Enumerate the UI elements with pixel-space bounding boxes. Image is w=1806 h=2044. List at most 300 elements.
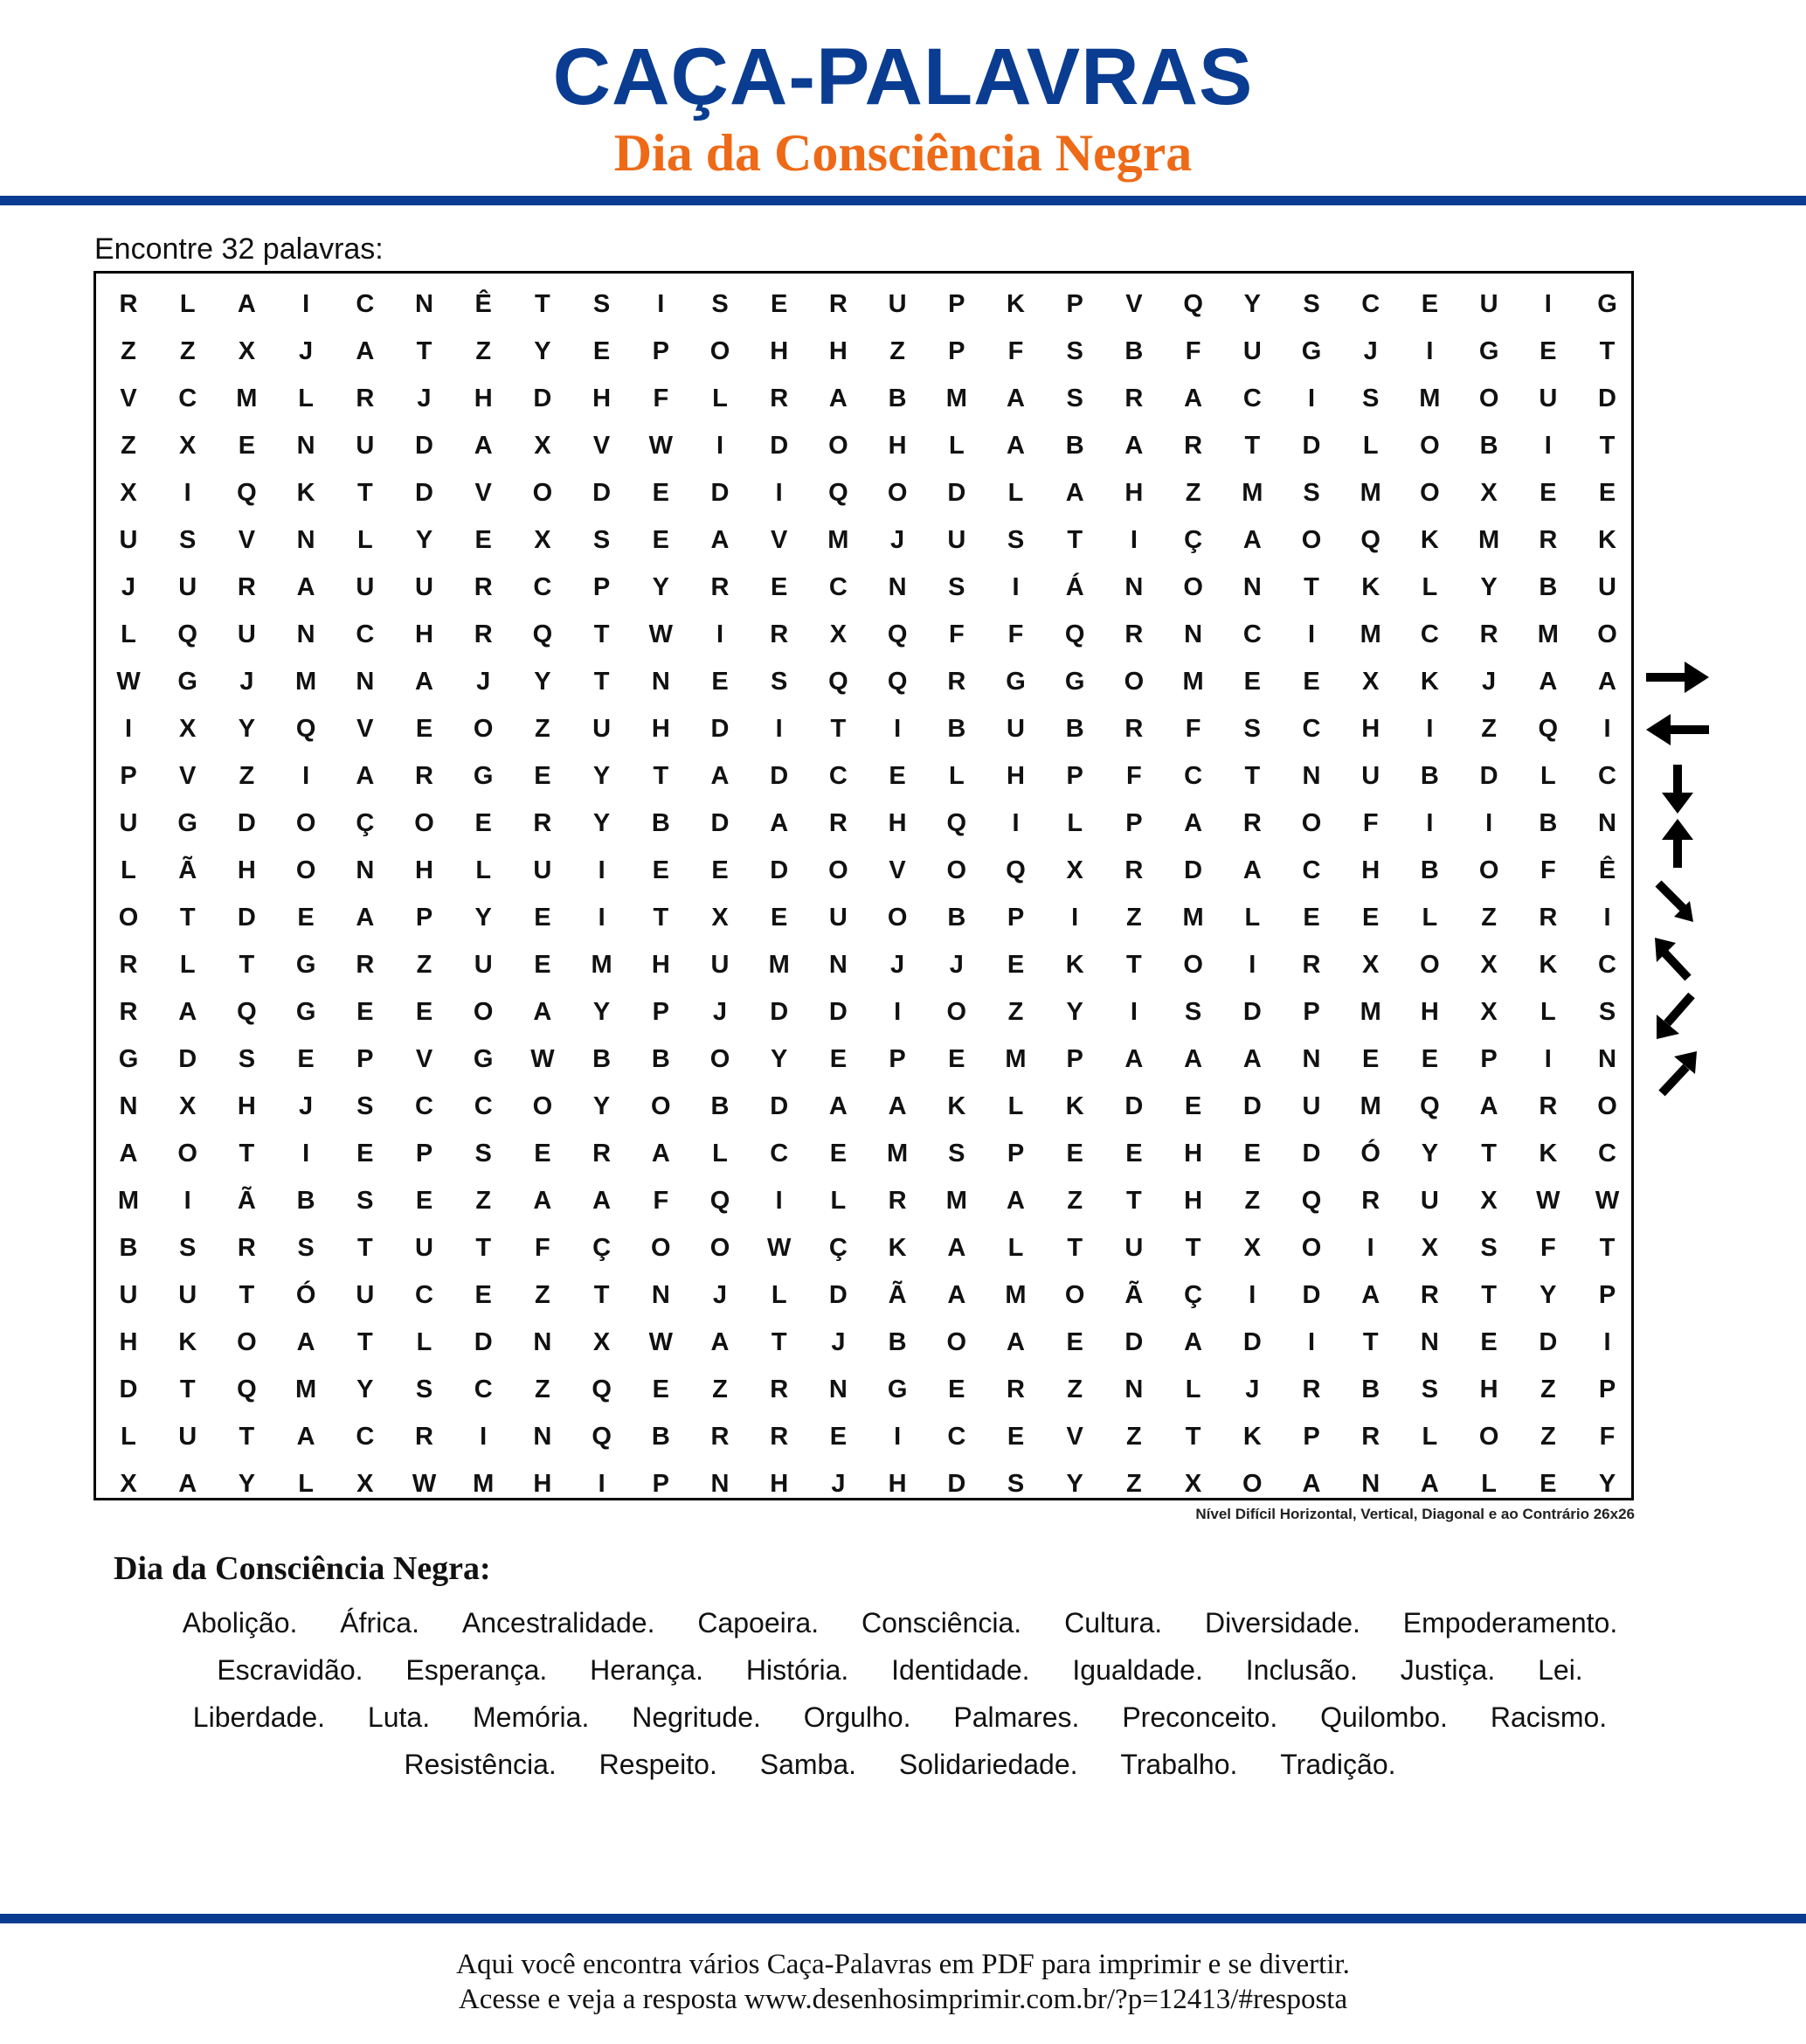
grid-letter: R — [356, 385, 375, 412]
grid-letter: S — [1007, 1470, 1025, 1498]
grid-letter: Y — [1243, 290, 1261, 318]
grid-letter: G — [473, 762, 494, 790]
word-list-item: Identidade. — [891, 1654, 1030, 1686]
grid-letter: T — [239, 1281, 255, 1309]
grid-letter: T — [1481, 1281, 1497, 1309]
word-list-item: Cultura. — [1064, 1607, 1163, 1639]
grid-letter: B — [1420, 856, 1439, 884]
grid-letter: D — [770, 432, 789, 460]
grid-letter: U — [356, 573, 375, 601]
grid-letter: F — [948, 620, 965, 648]
grid-letter: E — [652, 526, 669, 554]
grid-letter: F — [653, 385, 669, 412]
grid-letter: X — [829, 620, 848, 648]
grid-letter: P — [948, 337, 965, 365]
grid-letter: A — [710, 526, 730, 554]
grid-letter: L — [1362, 432, 1379, 460]
grid-letter: R — [119, 998, 138, 1026]
grid-letter: Ê — [1598, 856, 1616, 884]
grid-row — [96, 516, 1631, 564]
grid-letter: A — [237, 290, 256, 318]
grid-letter: D — [237, 809, 256, 837]
grid-letter: I — [124, 715, 133, 743]
grid-letter: E — [356, 1140, 374, 1168]
grid-letter: I — [894, 715, 902, 743]
word-list-item: História. — [745, 1654, 849, 1686]
grid-letter: E — [592, 337, 611, 365]
grid-letter: L — [948, 762, 965, 790]
grid-letter: A — [1539, 668, 1558, 696]
grid-letter: R — [1124, 385, 1144, 412]
grid-letter: O — [1597, 1092, 1617, 1120]
grid-row — [96, 1319, 1631, 1366]
grid-letter: L — [121, 620, 136, 648]
grid-letter: X — [120, 479, 137, 507]
grid-letter: D — [1539, 1328, 1558, 1356]
grid-letter: E — [829, 1140, 848, 1168]
grid-row — [96, 1224, 1631, 1271]
grid-letter: E — [1066, 1328, 1083, 1356]
grid-letter: D — [1124, 1092, 1144, 1120]
grid-letter: R — [888, 1187, 907, 1215]
grid-letter: O — [532, 1092, 553, 1120]
grid-letter: D — [710, 715, 730, 743]
grid-letter: U — [415, 1234, 433, 1262]
grid-letter: P — [652, 998, 669, 1026]
grid-letter: G — [295, 998, 316, 1026]
grid-letter: Q — [1006, 856, 1026, 884]
grid-letter: R — [1361, 1187, 1380, 1215]
grid-letter: I — [302, 762, 310, 790]
grid-letter: M — [1360, 479, 1381, 507]
grid-letter: L — [1067, 809, 1083, 837]
grid-letter: U — [178, 1423, 197, 1451]
grid-letter: A — [1124, 1045, 1144, 1073]
grid-letter: T — [830, 715, 847, 743]
grid-letter: J — [1363, 337, 1378, 365]
grid-letter: P — [1007, 1140, 1025, 1168]
grid-letter: P — [652, 1470, 669, 1498]
grid-letter: C — [1302, 715, 1321, 743]
grid-letter: O — [414, 809, 434, 837]
bottom-divider — [0, 1914, 1806, 1923]
grid-letter: A — [828, 385, 848, 412]
grid-letter: R — [1539, 1092, 1558, 1120]
grid-letter: G — [1301, 337, 1322, 365]
grid-letter: B — [1124, 337, 1144, 365]
grid-letter: M — [945, 1187, 967, 1215]
word-list-item: Esperança. — [405, 1654, 548, 1686]
grid-letter: T — [239, 951, 255, 979]
grid-letter: S — [1066, 337, 1083, 365]
grid-letter: T — [475, 1234, 492, 1262]
grid-letter: Ã — [178, 856, 197, 884]
grid-letter: I — [1130, 526, 1138, 554]
grid-letter: D — [828, 1281, 848, 1309]
grid-letter: I — [775, 1187, 783, 1215]
grid-letter: N — [1124, 573, 1144, 601]
grid-letter: J — [121, 573, 136, 601]
grid-letter: B — [1065, 715, 1084, 743]
arrow-up-icon — [1643, 817, 1713, 870]
grid-letter: D — [1302, 432, 1321, 460]
grid-letter: E — [889, 762, 906, 790]
grid-row — [96, 705, 1631, 752]
grid-row — [96, 988, 1631, 1036]
grid-letter: Q — [177, 620, 197, 648]
grid-letter: V — [415, 1045, 433, 1073]
grid-letter: Z — [1540, 1375, 1556, 1403]
word-list-item: Abolição. — [182, 1607, 298, 1639]
grid-letter: Z — [1185, 479, 1201, 507]
grid-letter: A — [296, 1328, 315, 1356]
grid-letter: S — [1243, 715, 1261, 743]
grid-letter: R — [947, 668, 966, 696]
word-search-grid — [93, 271, 1634, 1500]
grid-letter: T — [1599, 337, 1616, 365]
grid-letter: E — [829, 1423, 848, 1451]
grid-letter: X — [534, 432, 551, 460]
grid-letter: O — [473, 998, 494, 1026]
grid-letter: M — [1005, 1281, 1027, 1309]
grid-letter: Y — [356, 1375, 374, 1403]
grid-letter: V — [356, 715, 374, 743]
grid-letter: T — [1599, 1234, 1616, 1262]
grid-letter: I — [657, 290, 665, 318]
grid-letter: Q — [1360, 526, 1380, 554]
grid-letter: I — [1367, 1234, 1374, 1262]
grid-letter: T — [593, 1281, 610, 1309]
grid-letter: U — [1598, 573, 1616, 601]
grid-letter: X — [534, 526, 551, 554]
grid-letter: V — [238, 526, 256, 554]
grid-letter: C — [415, 1092, 433, 1120]
grid-letter: O — [1183, 573, 1203, 601]
grid-letter: I — [480, 1423, 488, 1451]
grid-letter: I — [1130, 998, 1138, 1026]
grid-letter: Q — [1301, 1187, 1322, 1215]
top-divider — [0, 196, 1806, 205]
grid-letter: H — [1184, 1140, 1203, 1168]
grid-letter: T — [771, 1328, 787, 1356]
grid-letter: D — [770, 762, 789, 790]
grid-letter: L — [1481, 1470, 1497, 1498]
grid-letter: N — [1598, 1045, 1616, 1073]
grid-letter: H — [592, 385, 612, 412]
grid-letter: L — [179, 951, 196, 979]
grid-letter: X — [179, 1092, 197, 1120]
grid-letter: N — [296, 526, 315, 554]
grid-letter: A — [533, 1187, 552, 1215]
grid-letter: U — [1242, 337, 1262, 365]
grid-letter: E — [1007, 1423, 1025, 1451]
grid-letter: H — [474, 385, 493, 412]
grid-letter: E — [534, 951, 551, 979]
grid-letter: O — [887, 479, 908, 507]
grid-letter: Z — [889, 337, 905, 365]
grid-letter: H — [770, 337, 789, 365]
grid-letter: U — [1007, 715, 1025, 743]
word-list-item: Igualdade. — [1072, 1654, 1203, 1686]
grid-letter: U — [947, 526, 966, 554]
grid-letter: Z — [1067, 1187, 1083, 1215]
grid-letter: Ç — [356, 809, 375, 837]
grid-letter: R — [1539, 904, 1558, 932]
grid-letter: A — [178, 1470, 197, 1498]
grid-letter: R — [1420, 1281, 1439, 1309]
grid-letter: C — [356, 290, 375, 318]
grid-letter: U — [1302, 1092, 1321, 1120]
grid-letter: T — [535, 290, 550, 318]
grid-letter: T — [1067, 1234, 1083, 1262]
footer-line-1: Aqui você encontra vários Caça-Palavras em PDF para imprimir e se divertir. — [456, 1949, 1350, 1980]
grid-letter: H — [1479, 1375, 1498, 1403]
grid-letter: D — [1302, 1140, 1321, 1168]
grid-letter: L — [298, 385, 314, 412]
grid-letter: O — [1242, 1470, 1263, 1498]
grid-letter: P — [415, 904, 433, 932]
grid-letter: S — [1066, 385, 1083, 412]
grid-letter: I — [716, 620, 724, 648]
grid-letter: L — [948, 432, 965, 460]
grid-letter: N — [888, 573, 907, 601]
grid-letter: Y — [1066, 998, 1083, 1026]
grid-letter: R — [828, 290, 848, 318]
grid-letter: P — [1125, 809, 1143, 837]
grid-letter: S — [297, 1234, 315, 1262]
grid-letter: R — [1479, 620, 1498, 648]
grid-letter: D — [533, 385, 552, 412]
word-list — [131, 1599, 1669, 1788]
grid-row — [96, 658, 1631, 705]
grid-letter: D — [415, 479, 433, 507]
grid-letter: B — [651, 1045, 670, 1073]
grid-letter: Y — [1066, 1470, 1083, 1498]
grid-letter: C — [1598, 1140, 1616, 1168]
grid-letter: M — [1005, 1045, 1027, 1073]
grid-letter: U — [1420, 1187, 1439, 1215]
grid-letter: C — [415, 1281, 433, 1309]
grid-letter: Y — [1598, 1470, 1616, 1498]
grid-letter: I — [1485, 809, 1493, 837]
grid-letter: Z — [1007, 998, 1024, 1026]
grid-letter: L — [475, 856, 492, 884]
grid-letter: K — [1420, 668, 1439, 696]
grid-letter: M — [887, 1140, 909, 1168]
grid-letter: H — [828, 337, 848, 365]
grid-letter: R — [770, 1423, 789, 1451]
grid-letter: M — [117, 1187, 140, 1215]
grid-letter: Y — [1421, 1140, 1439, 1168]
grid-letter: L — [712, 1140, 728, 1168]
grid-letter: S — [1303, 290, 1320, 318]
grid-letter: G — [118, 1045, 139, 1073]
grid-letter: L — [1422, 1423, 1438, 1451]
grid-letter: E — [1421, 1045, 1439, 1073]
grid-letter: T — [1599, 432, 1616, 460]
grid-letter: Z — [712, 1375, 728, 1403]
grid-letter: C — [356, 1423, 375, 1451]
grid-letter: V — [474, 479, 492, 507]
grid-letter: R — [828, 809, 848, 837]
grid-letter: O — [946, 998, 967, 1026]
grid-letter: S — [356, 1187, 374, 1215]
grid-letter: U — [828, 904, 848, 932]
grid-letter: A — [474, 432, 493, 460]
grid-letter: F — [1007, 620, 1024, 648]
word-list-item: Solidariedade. — [898, 1749, 1078, 1780]
grid-letter: K — [1007, 290, 1025, 318]
grid-letter: U — [1479, 290, 1498, 318]
grid-letter: Ã — [237, 1187, 256, 1215]
grid-letter: K — [1539, 1140, 1558, 1168]
grid-letter: E — [711, 856, 729, 884]
grid-letter: O — [1420, 479, 1440, 507]
grid-letter: U — [592, 715, 612, 743]
word-list-item: Lei. — [1538, 1654, 1583, 1686]
grid-letter: A — [1007, 1328, 1025, 1356]
grid-letter: O — [1301, 526, 1322, 554]
grid-letter: O — [1301, 809, 1322, 837]
grid-letter: A — [1124, 432, 1144, 460]
grid-row — [96, 1177, 1631, 1224]
grid-row — [96, 469, 1631, 516]
grid-letter: I — [1012, 809, 1020, 837]
direction-arrows — [1643, 651, 1713, 1114]
footer-line-2: Acesse e veja a resposta www.desenhosimprimir.com.br/?p=12413/#resposta — [458, 1984, 1348, 2015]
grid-letter: O — [828, 432, 848, 460]
grid-letter: Ç — [1184, 526, 1203, 554]
word-list-item: Herança. — [590, 1654, 703, 1686]
arrow-down-left-icon — [1643, 990, 1713, 1043]
grid-letter: O — [1597, 620, 1617, 648]
grid-letter: A — [1242, 1045, 1262, 1073]
grid-letter: V — [592, 432, 611, 460]
grid-letter: E — [1243, 668, 1261, 696]
grid-letter: A — [356, 337, 375, 365]
grid-letter: Z — [179, 337, 196, 365]
grid-letter: I — [1544, 290, 1552, 318]
grid-letter: A — [415, 668, 433, 696]
grid-letter: B — [888, 385, 907, 412]
grid-letter: P — [1303, 998, 1320, 1026]
grid-letter: D — [770, 856, 789, 884]
grid-letter: B — [1420, 762, 1439, 790]
word-list-item: Consciência. — [861, 1607, 1022, 1639]
grid-letter: K — [1361, 573, 1380, 601]
grid-letter: X — [1184, 1470, 1202, 1498]
grid-letter: A — [1007, 1187, 1025, 1215]
grid-letter: X — [1362, 951, 1380, 979]
grid-letter: L — [179, 290, 196, 318]
grid-letter: O — [651, 1234, 671, 1262]
grid-letter: P — [1303, 1423, 1320, 1451]
grid-letter: E — [771, 290, 788, 318]
grid-letter: R — [356, 951, 375, 979]
arrow-down-icon — [1643, 763, 1713, 815]
grid-letter: B — [947, 715, 966, 743]
grid-letter: I — [1249, 1281, 1256, 1309]
grid-letter: Z — [1067, 1375, 1083, 1403]
grid-letter: N — [828, 951, 848, 979]
grid-letter: W — [648, 1328, 673, 1356]
grid-letter: L — [1007, 1234, 1024, 1262]
grid-letter: Y — [592, 998, 611, 1026]
grid-letter: U — [356, 1281, 375, 1309]
grid-letter: N — [356, 668, 375, 696]
grid-letter: I — [183, 1187, 191, 1215]
word-list-item: Diversidade. — [1205, 1607, 1360, 1639]
grid-letter: R — [1007, 1375, 1025, 1403]
grid-letter: F — [535, 1234, 550, 1262]
grid-letter: X — [711, 904, 729, 932]
grid-letter: N — [828, 1375, 848, 1403]
grid-letter: I — [1307, 385, 1316, 412]
grid-letter: G — [295, 951, 316, 979]
grid-letter: M — [1182, 904, 1204, 932]
grid-letter: F — [1007, 337, 1024, 365]
grid-letter: T — [239, 1423, 255, 1451]
grid-letter: G — [1597, 290, 1617, 318]
grid-letter: G — [177, 668, 197, 696]
grid-letter: S — [356, 1092, 374, 1120]
grid-letter: L — [1540, 762, 1556, 790]
grid-letter: M — [1537, 620, 1559, 648]
grid-letter: B — [592, 1045, 612, 1073]
grid-row — [96, 611, 1631, 658]
grid-row — [96, 564, 1631, 611]
grid-letter: O — [709, 1045, 730, 1073]
grid-letter: V — [771, 526, 788, 554]
grid-letter: R — [1124, 620, 1144, 648]
grid-letter: B — [1539, 809, 1558, 837]
grid-letter: P — [652, 337, 669, 365]
grid-letter: E — [415, 1187, 433, 1215]
grid-letter: Q — [1064, 620, 1085, 648]
grid-letter: D — [1598, 385, 1616, 412]
grid-letter: L — [1007, 1092, 1024, 1120]
grid-letter: H — [651, 715, 670, 743]
grid-letter: Q — [237, 479, 257, 507]
word-list-item: Inclusão. — [1245, 1654, 1358, 1686]
grid-letter: E — [652, 856, 669, 884]
grid-letter: Z — [1126, 904, 1142, 932]
grid-letter: A — [1007, 432, 1025, 460]
grid-letter: M — [295, 1375, 317, 1403]
grid-letter: S — [474, 1140, 492, 1168]
grid-letter: L — [712, 385, 728, 412]
word-list-item: Tradição. — [1280, 1749, 1396, 1780]
grid-letter: O — [946, 856, 967, 884]
grid-letter: H — [237, 856, 256, 884]
grid-letter: Y — [534, 337, 551, 365]
grid-letter: I — [1544, 1045, 1552, 1073]
grid-letter: L — [1540, 998, 1556, 1026]
arrow-right-icon — [1643, 651, 1713, 703]
grid-letter: M — [1242, 479, 1263, 507]
grid-letter: T — [1481, 1140, 1497, 1168]
grid-letter: A — [1420, 1470, 1439, 1498]
grid-letter: K — [1420, 526, 1439, 554]
grid-letter: I — [1426, 715, 1434, 743]
grid-letter: T — [653, 904, 669, 932]
grid-letter: E — [711, 668, 729, 696]
grid-letter: Q — [1538, 715, 1559, 743]
grid-letter: S — [711, 290, 729, 318]
word-list-item: Escravidão. — [217, 1654, 363, 1686]
grid-letter: Ç — [828, 1234, 848, 1262]
grid-letter: K — [1065, 951, 1084, 979]
